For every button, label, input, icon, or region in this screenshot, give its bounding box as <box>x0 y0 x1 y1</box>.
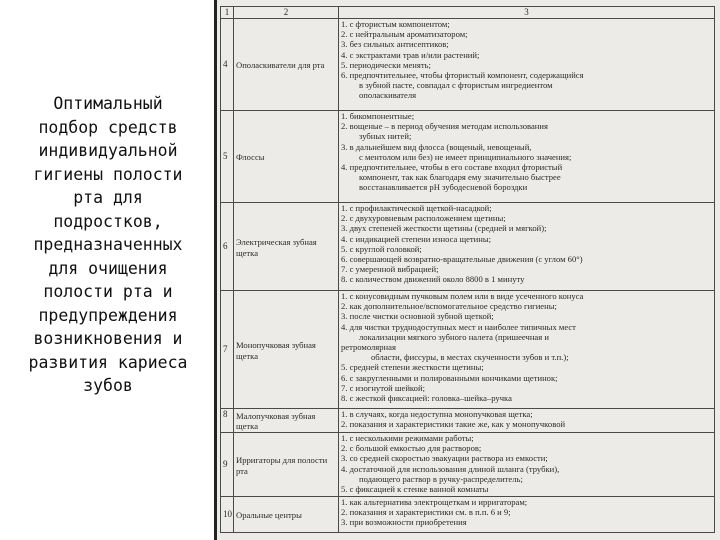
detail-line: ретромолярная <box>341 342 396 353</box>
detail-line: 2. вощеные – в период обучения методам использования <box>341 121 548 132</box>
detail-line: 3. в дальнейшем вид флосса (вощеный, невощеный, <box>341 141 532 152</box>
detail-line: 2. как дополнительное/вспомогательное средство гигиены; <box>341 301 557 312</box>
caption-line: предупреждения <box>38 305 178 325</box>
detail-line: 2. с нейтральным ароматизатором; <box>341 29 468 40</box>
detail-line: 3. без сильных антисептиков; <box>341 39 449 50</box>
column-header: 2 <box>234 7 339 19</box>
detail-line: 1. в случаях, когда недоступна монопучковая щетка; <box>341 409 533 419</box>
detail-line: в зубной пасте, совпадал с фтористым ингредиентом <box>359 80 553 91</box>
detail-line: 8. с жесткой фиксацией: головка–шейка–ручка <box>341 393 512 404</box>
detail-line: 3. со средней скоростью эвакуации раствора из емкости; <box>341 453 548 464</box>
caption-line: предназначенных <box>33 235 183 254</box>
caption-line: рта для <box>73 188 143 207</box>
row-name: Флоссы <box>234 111 339 203</box>
row-number: 8 <box>221 409 234 433</box>
row-name: Ополаскиватели для рта <box>234 19 339 111</box>
row-name: Оральные центры <box>234 497 339 533</box>
row-number: 6 <box>221 203 234 291</box>
detail-line: 7. с умеренной вибрацией; <box>341 264 439 275</box>
detail-line: 1. с конусовидным пучковым полем или в виде усеченного конуса <box>341 291 584 301</box>
table-row <box>221 111 715 203</box>
row-number: 5 <box>221 111 234 203</box>
row-number: 10 <box>221 497 234 533</box>
detail-line: 8. с количеством движений около 8800 в 1 минуту <box>341 274 525 285</box>
detail-line: 1. бикомпонентные; <box>341 111 415 121</box>
detail-line: 3. при возможности приобретения <box>341 517 467 528</box>
detail-line: 6. совершающей возвратно-вращательные движения (с углом 60°) <box>341 254 583 265</box>
detail-line: 1. с фтористым компонентом; <box>341 19 450 29</box>
detail-line: подающего раствор в ручку-распределитель; <box>359 473 523 484</box>
caption-line: возникновения и <box>33 329 183 348</box>
detail-line: 1. как альтернатива электрощеткам и ирригаторам; <box>341 497 528 507</box>
detail-line: 6. с закругленными и полированными кончиками щетинок; <box>341 372 558 383</box>
detail-line: 5. с круглой головкой; <box>341 243 422 254</box>
row-name: Электрическая зубная щетка <box>234 203 339 291</box>
detail-line: ополаскивателя <box>359 90 417 101</box>
table-row <box>221 19 715 111</box>
detail-line: 4. достаточной для использования длиной шланга (трубки), <box>341 463 560 474</box>
table-row <box>221 433 715 497</box>
table-row <box>221 409 715 433</box>
detail-line: 3. двух степеней жесткости щетины (средней и мягкой); <box>341 223 547 234</box>
detail-line: восстанавливается pH зубодесневой бороздки <box>359 182 528 193</box>
caption-line: зубов <box>83 376 133 395</box>
caption-line: Оптимальный <box>53 94 163 113</box>
table-header-row <box>221 7 715 19</box>
table-row <box>221 497 715 533</box>
detail-line: 2. показания и характеристики такие же, как у монопучковой <box>341 419 566 430</box>
detail-line: 2. с двухуровневым расположением щетины; <box>341 213 506 224</box>
row-number: 4 <box>221 19 234 111</box>
detail-line: 1. с несколькими режимами работы; <box>341 433 474 443</box>
scanned-table-image <box>214 0 720 540</box>
row-details <box>339 203 715 291</box>
detail-line: с ментолом или без) не имеет принципиального значения; <box>359 151 572 162</box>
row-number: 7 <box>221 291 234 409</box>
detail-line: 2. с большой емкостью для растворов; <box>341 443 482 454</box>
caption-line: подростков, <box>53 211 163 231</box>
row-name: Ирригаторы для полости рта <box>234 433 339 497</box>
table-row <box>221 203 715 291</box>
row-details <box>339 433 715 497</box>
detail-line: 2. показания и характеристики см. в п.п. 6 и 9; <box>341 507 511 518</box>
caption-line: для очищения <box>48 258 168 278</box>
detail-line: компонент, так как благодаря ему значительно быстрее <box>359 172 561 183</box>
table-row <box>221 291 715 409</box>
column-header: 1 <box>221 7 234 19</box>
detail-line: 3. после чистки основной зубной щеткой; <box>341 311 494 322</box>
detail-line: области, фиссуры, в местах скученности зубов и т.п.); <box>371 352 569 363</box>
row-details <box>339 111 715 203</box>
hygiene-table <box>220 6 715 533</box>
row-name: Монопучковая зубная щетка <box>234 291 339 409</box>
detail-line: 4. предпочтительнее, чтобы в его составе входил фтористый <box>341 162 563 173</box>
row-details <box>339 497 715 533</box>
detail-line: 6. предпочтительнее, чтобы фтористый компонент, содержащийся <box>341 70 584 81</box>
row-name: Малопучковая зубная щетка <box>234 409 339 433</box>
detail-line: 5. периодически менять; <box>341 59 431 70</box>
detail-line: локализации мягкого зубного налета (пришеечная и <box>359 331 549 342</box>
column-header: 3 <box>339 7 715 19</box>
caption-line: развития кариеса <box>28 352 188 372</box>
caption-line: индивидуальной <box>38 141 178 160</box>
row-details <box>339 409 715 433</box>
detail-line: 7. с изогнутой шейкой; <box>341 382 425 393</box>
detail-line: 1. с профилактической щеткой-насадкой; <box>341 203 492 213</box>
caption-line: подбор средств <box>38 117 178 137</box>
page-caption <box>8 92 208 398</box>
detail-line: 4. с индикацией степени износа щетины; <box>341 233 492 244</box>
row-details <box>339 291 715 409</box>
caption-line: полости рта и <box>43 282 173 301</box>
row-details <box>339 19 715 111</box>
row-number: 9 <box>221 433 234 497</box>
detail-line: 4. с экстрактами трав и/или растений; <box>341 49 480 60</box>
detail-line: 4. для чистки труднодоступных мест и наиболее типичных мест <box>341 321 576 332</box>
detail-line: 5. с фиксацией к стенке ванной комнаты <box>341 484 489 495</box>
detail-line: 5. средней степени жесткости щетины; <box>341 362 484 373</box>
caption-line: гигиены полости <box>33 164 183 184</box>
detail-line: зубных нитей; <box>359 131 412 142</box>
